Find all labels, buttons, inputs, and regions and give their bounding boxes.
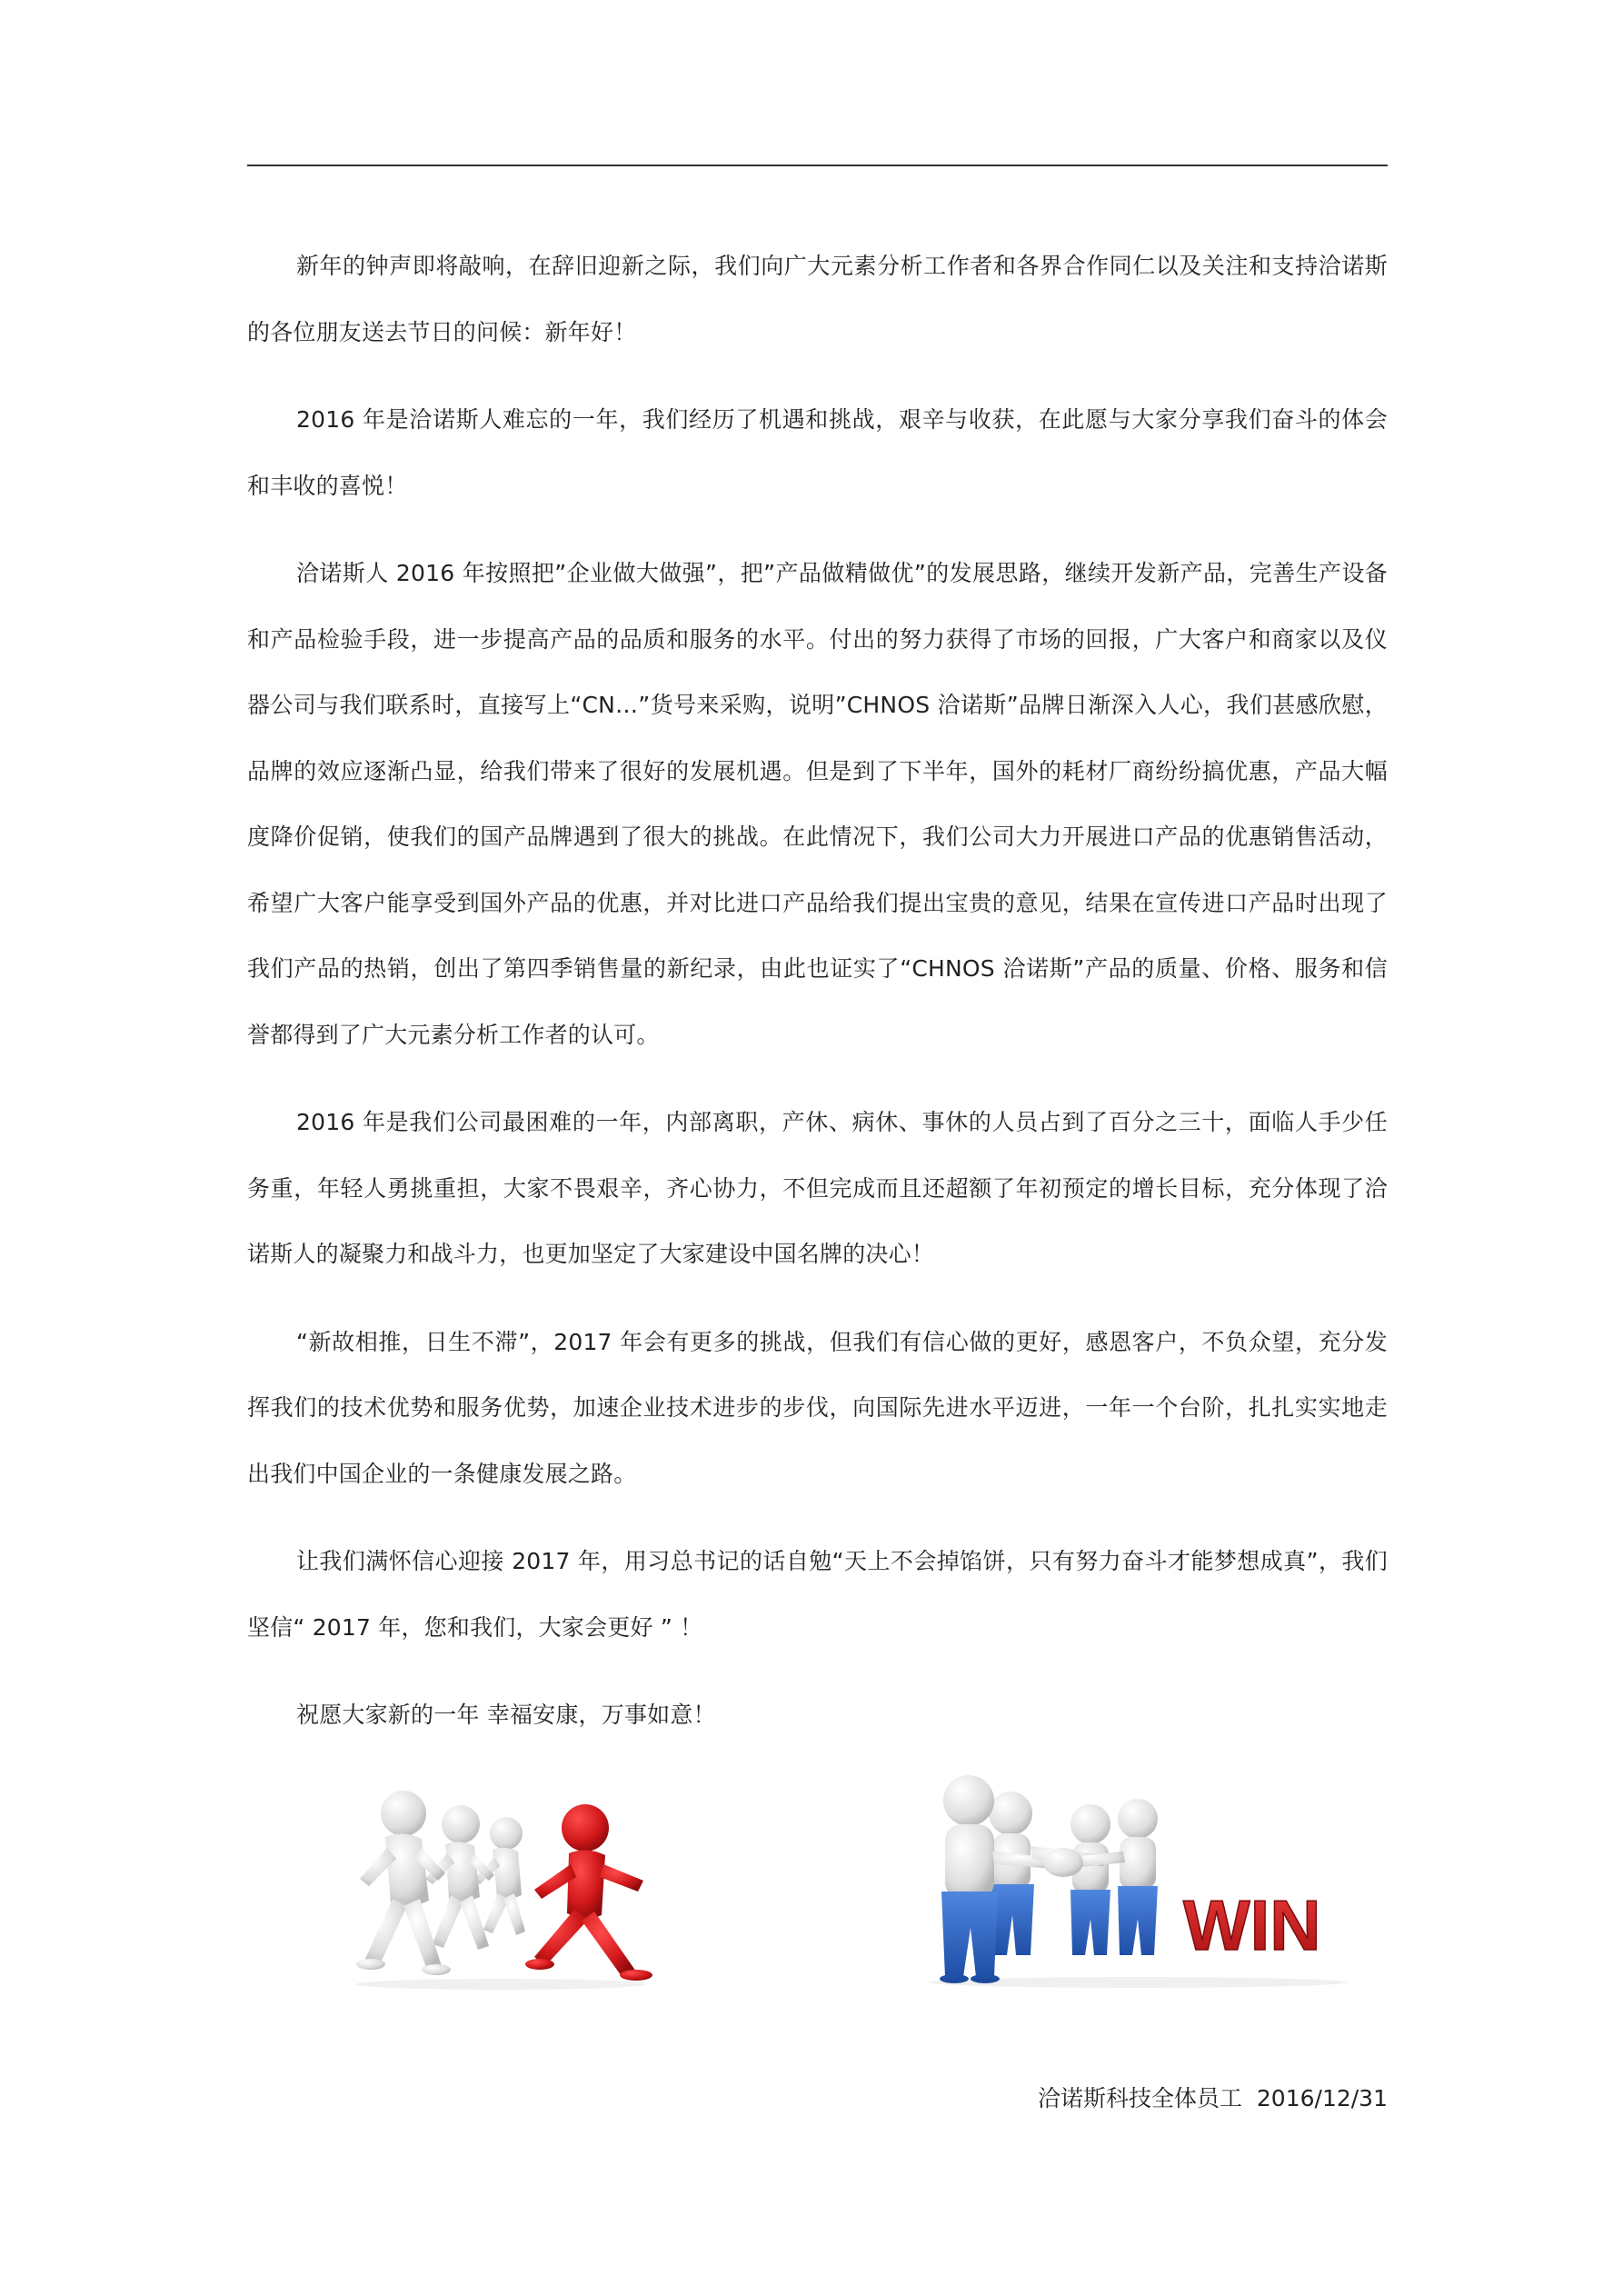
paragraph-confidence: 让我们满怀信心迎接 2017 年，用习总书记的话自勉“天上不会掉馅饼，只有努力奋斗才能梦想成真”，我们坚信“ 2017 年，您和我们，大家会更好 ” ！: [247, 1548, 1388, 1641]
runners-illustration: [347, 1777, 674, 1995]
paragraph-review: 2016 年是洽诺斯人难忘的一年，我们经历了机遇和挑战，艰辛与收获，在此愿与大家分享我们奋斗的体会和丰收的喜悦！: [247, 406, 1388, 499]
paragraph-wishes: 祝愿大家新的一年 幸福安康，万事如意！: [296, 1702, 716, 1728]
white-runner-icon: [356, 1791, 451, 1975]
paragraph-difficulties: 2016 年是我们公司最困难的一年，内部离职，产休、病休、事休的人员占到了百分之三十，面临人手少任务重，年轻人勇挑重担，大家不畏艰辛，齐心协力，不但完成而且还超额了年初预定的增长目标，充分体现了洽诺斯人的凝聚力和战斗力，也更加坚定了大家建设中国名牌的决心！: [247, 1109, 1388, 1267]
white-runner-icon: [474, 1817, 525, 1935]
illustrations: [247, 1768, 1388, 1995]
header-rule: [247, 165, 1388, 166]
team-win-illustration: [911, 1768, 1365, 1991]
paragraph-outlook: “新故相推，日生不滞”，2017 年会有更多的挑战，但我们有信心做的更好，感恩客户，不负众望，充分发挥我们的技术优势和服务优势，加速企业技术进步的步伐，向国际先进水平迈进，一年一个台阶，扎扎实实地走出我们中国企业的一条健康发展之路。: [247, 1328, 1388, 1487]
team-figure-icon: [1118, 1799, 1158, 1955]
paragraph-development: 洽诺斯人 2016 年按照把”企业做大做强”，把”产品做精做优”的发展思路，继续开发新产品，完善生产设备和产品检验手段，进一步提高产品的品质和服务的水平。付出的努力获得了市场的回报，广大客户和商家以及仪器公司与我们联系时，直接写上“CN…”货号来采购，说明”CHNOS 洽诺斯”品牌日渐深入人心，我们甚感欣慰，品牌的效应逐渐凸显，给我们带来了很好的发展机遇。但是到了下半年，国外的耗材厂商纷纷搞优惠，产品大幅度降价促销，使我们的国产品牌遇到了很大的挑战。在此情况下，我们公司大力开展进口产品的优惠销售活动，希望广大客户能享受到国外产品的优惠，并对比进口产品给我们提出宝贵的意见，结果在宣传进口产品时出现了我们产品的热销，创出了第四季销售量的新纪录，由此也证实了“CHNOS 洽诺斯”产品的质量、价格、服务和信誉都得到了广大元素分析工作者的认可。: [247, 560, 1388, 1048]
signature: 洽诺斯科技全体员工 2016/12/31: [1038, 2085, 1388, 2111]
paragraph-greeting: 新年的钟声即将敲响，在辞旧迎新之际，我们向广大元素分析工作者和各界合作同仁以及关注和支持洽诺斯的各位朋友送去节日的问候：新年好！: [247, 253, 1388, 345]
red-runner-icon: [525, 1804, 652, 1981]
team-figure-icon: [940, 1775, 1000, 1983]
team-figure-icon: [1070, 1804, 1110, 1955]
win-text: WIN: [1183, 1885, 1321, 1965]
letter-body: [247, 234, 1388, 1771]
